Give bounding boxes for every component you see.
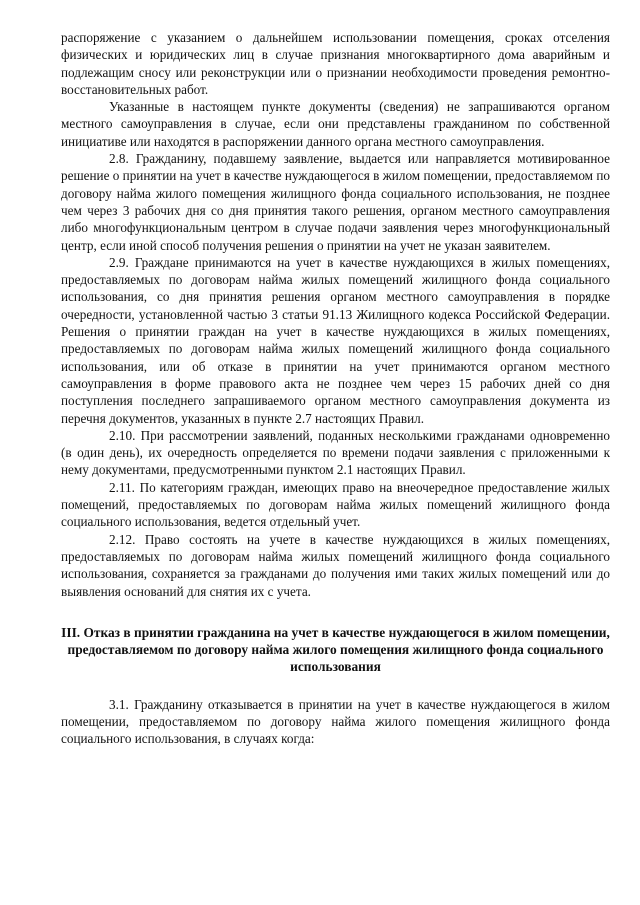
paragraph-continuation: распоряжение с указанием о дальнейшем использовании помещения, сроках отселения физических и юридических лиц в случае признания многоквартирного дома аварийным и подлежащим сносу или реконструкции или о признании необходимости проведения ремонтно-восстановительных работ. xyxy=(61,30,610,97)
paragraph-3-1: 3.1. Гражданину отказывается в принятии на учет в качестве нуждающегося в жилом помещении, предоставляемом по договору найма жилого помещения жилищного фонда социального использования, в случаях когда: xyxy=(61,696,610,747)
paragraph-2-12: 2.12. Право состоять на учете в качестве нуждающихся в жилых помещениях, предоставляемых по договорам найма жилых помещений жилищного фонда социального использования, сохраняется за гражданами до получения ими таких жилых помещений или до выявления оснований для снятия их с учета. xyxy=(61,531,610,599)
paragraph-documents-note: Указанные в настоящем пункте документы (сведения) не запрашиваются органом местного самоуправления в случае, если они представлены гражданином по собственной инициативе или находятся в распоряжении данного органа местного самоуправления. xyxy=(61,99,610,149)
paragraph-2-10: 2.10. При рассмотрении заявлений, поданных несколькими гражданами одновременно (в один день), их очередность определяется по времени подачи заявления с приложенными к нему документами, предусмотренными пунктом 2.1 настоящих Правил. xyxy=(61,427,610,478)
paragraph-2-11: 2.11. По категориям граждан, имеющих право на внеочередное предоставление жилых помещений, предоставляемых по договорам найма жилых помещений жилищного фонда социального использования, ведется отдельный учет. xyxy=(61,479,610,530)
document-body xyxy=(61,29,610,748)
paragraph-2-8: 2.8. Гражданину, подавшему заявление, выдается или направляется мотивированное решение о принятии на учет в качестве нуждающегося в жилом помещении, предоставляемом по договору найма жилого помещения жилищного фонда социального использования, не позднее чем через 3 рабочих дня со дня принятия такого решения, органом местного самоуправления либо многофункциональным центром в случае подачи заявления через многофункциональный центр, если иной способ получения решения о принятии на учет не указан заявителем. xyxy=(61,151,610,253)
paragraph-2-9: 2.9. Граждане принимаются на учет в качестве нуждающихся в жилых помещениях, предоставляемых по договорам найма жилых помещений жилищного фонда социального использования, со дня принятия решения органом местного самоуправления в порядке очередности, установленной частью 3 статьи 91.13 Жилищного кодекса Российской Федерации. Решения о принятии граждан на учет в качестве нуждающихся в жилых помещениях, предоставляемых по договорам найма жилых помещений жилищного фонда социального использования, или об отказе в принятии на учет принимаются органом местного самоуправления в форме правового акта не позднее чем через 15 рабочих дней со дня поступления последнего запрашиваемого органом местного самоуправления документа из перечня документов, указанных в пункте 2.7 настоящих Правил. xyxy=(61,254,610,426)
section-heading-iii: III. Отказ в принятии гражданина на учет в качестве нуждающегося в жилом помещении, предоставляемом по договору найма жилого помещения жилищного фонда социального использования xyxy=(61,624,610,675)
